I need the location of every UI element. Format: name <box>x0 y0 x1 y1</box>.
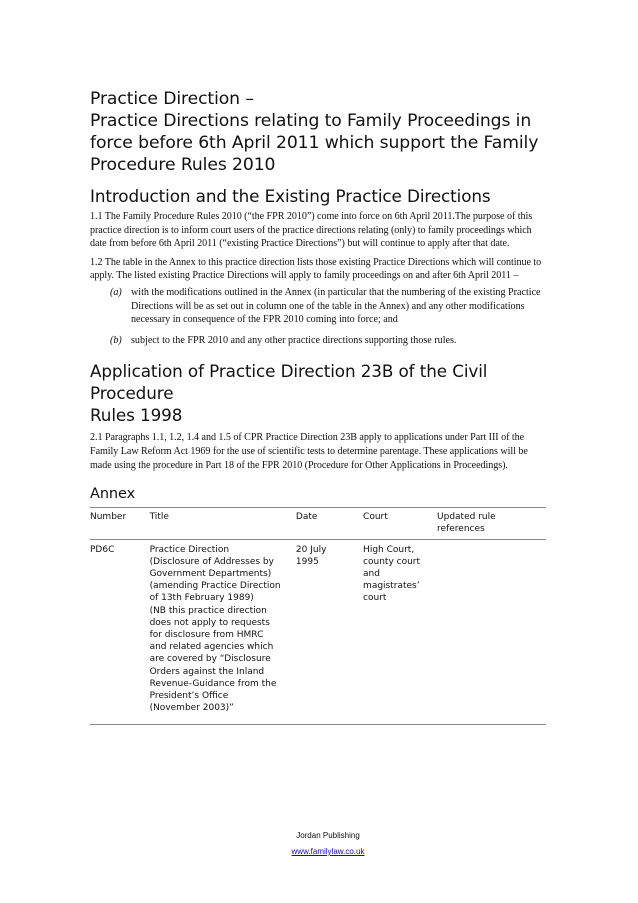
list-text: with the modifications outlined in the Annex (in particular that the numbering of the existing Practice Directions will be as set out in column one of the table in the Annex) and any other modifications necessary in consequence of the FPR 2010 coming into force; and <box>131 286 541 326</box>
cell-title <box>150 539 296 725</box>
cell-line: 1995 <box>295 556 319 567</box>
cell-court <box>363 539 437 725</box>
document-body <box>90 88 546 725</box>
cell-line: (November 2003)” <box>149 703 234 714</box>
heading-line: Rules 1998 <box>90 405 183 426</box>
cell-line: Government Departments) <box>149 568 272 579</box>
cell-line: (amending Practice Direction <box>149 581 281 592</box>
title-line: Practice Directions relating to Family Proceedings in <box>90 111 532 131</box>
modifications-list <box>90 286 546 347</box>
table-row <box>90 539 546 725</box>
cell-line: county court <box>363 556 421 567</box>
cell-line: 20 July <box>295 544 327 555</box>
column-header-court: Court <box>363 512 388 523</box>
application-heading <box>90 360 546 426</box>
intro-heading: Introduction and the Existing Practice Directions <box>90 186 491 206</box>
column-header-number: Number <box>90 512 127 523</box>
cell-line: Orders against the Inland <box>149 666 265 677</box>
cell-number: PD6C <box>90 544 115 555</box>
list-item <box>90 286 546 327</box>
cell-line: President’s Office <box>149 690 229 701</box>
footer-publisher: Jordan Publishing <box>296 831 360 840</box>
document-title <box>90 88 546 176</box>
title-line: Procedure Rules 2010 <box>90 155 276 175</box>
cell-line: and related agencies which <box>149 642 274 653</box>
paragraph-1-1: 1.1 The Family Procedure Rules 2010 (“the FPR 2010”) come into force on 6th April 2011.The purpose of this practice direction is to inform court users of the practice directions relating (only) to family proceedings which date from before 6th April 2011 (“existing Practice Directions”) but will continue to apply after that date. <box>90 211 533 250</box>
cell-date <box>296 539 363 725</box>
cell-line: of 13th February 1989) <box>149 593 254 604</box>
cell-line: (NB this practice direction <box>149 605 267 616</box>
column-header-date: Date <box>295 512 318 523</box>
heading-line: Application of Practice Direction 23B of the Civil Procedure <box>90 361 488 404</box>
title-line: force before 6th April 2011 which support the Family <box>90 133 539 153</box>
cell-updated-rule-references <box>437 539 546 725</box>
cell-line: magistrates’ <box>363 581 420 592</box>
cell-line: Practice Direction <box>149 544 230 555</box>
cell-line: court <box>363 593 387 604</box>
list-item <box>90 334 546 348</box>
annex-table <box>90 507 546 725</box>
cell-line: are covered by “Disclosure <box>149 654 271 665</box>
column-header-updated-rule-references: Updated rule references <box>437 512 496 535</box>
cell-line: and <box>363 568 380 579</box>
cell-line: Revenue-Guidance from the <box>149 678 277 689</box>
column-header-title: Title <box>149 512 169 523</box>
table-header-row <box>90 508 546 539</box>
list-text: subject to the FPR 2010 and any other practice directions supporting those rules. <box>131 334 457 346</box>
paragraph-1-2: 1.2 The table in the Annex to this practice direction lists those existing Practice Directions which will continue to apply. The listed existing Practice Directions will apply to family proceedings on and after 6th April 2011 – <box>90 256 542 282</box>
annex-heading: Annex <box>90 486 136 503</box>
cell-line: (Disclosure of Addresses by <box>149 556 274 567</box>
footer-website-link[interactable]: www.familylaw.co.uk <box>291 847 365 856</box>
cell-line: does not apply to requests <box>149 617 270 628</box>
title-line: Practice Direction – <box>90 89 254 109</box>
cell-line: High Court, <box>363 544 415 555</box>
list-marker: (a) <box>110 286 122 298</box>
paragraph-2-1: 2.1 Paragraphs 1.1, 1.2, 1.4 and 1.5 of CPR Practice Direction 23B apply to applications under Part III of the Family Law Reform Act 1969 for the use of scientific tests to determine parentage. These applications will be made using the procedure in Part 18 of the FPR 2010 (Procedure for Other Applications in Proceedings). <box>90 432 528 471</box>
list-marker: (b) <box>110 334 122 346</box>
cell-line: for disclosure from HMRC <box>149 629 264 640</box>
